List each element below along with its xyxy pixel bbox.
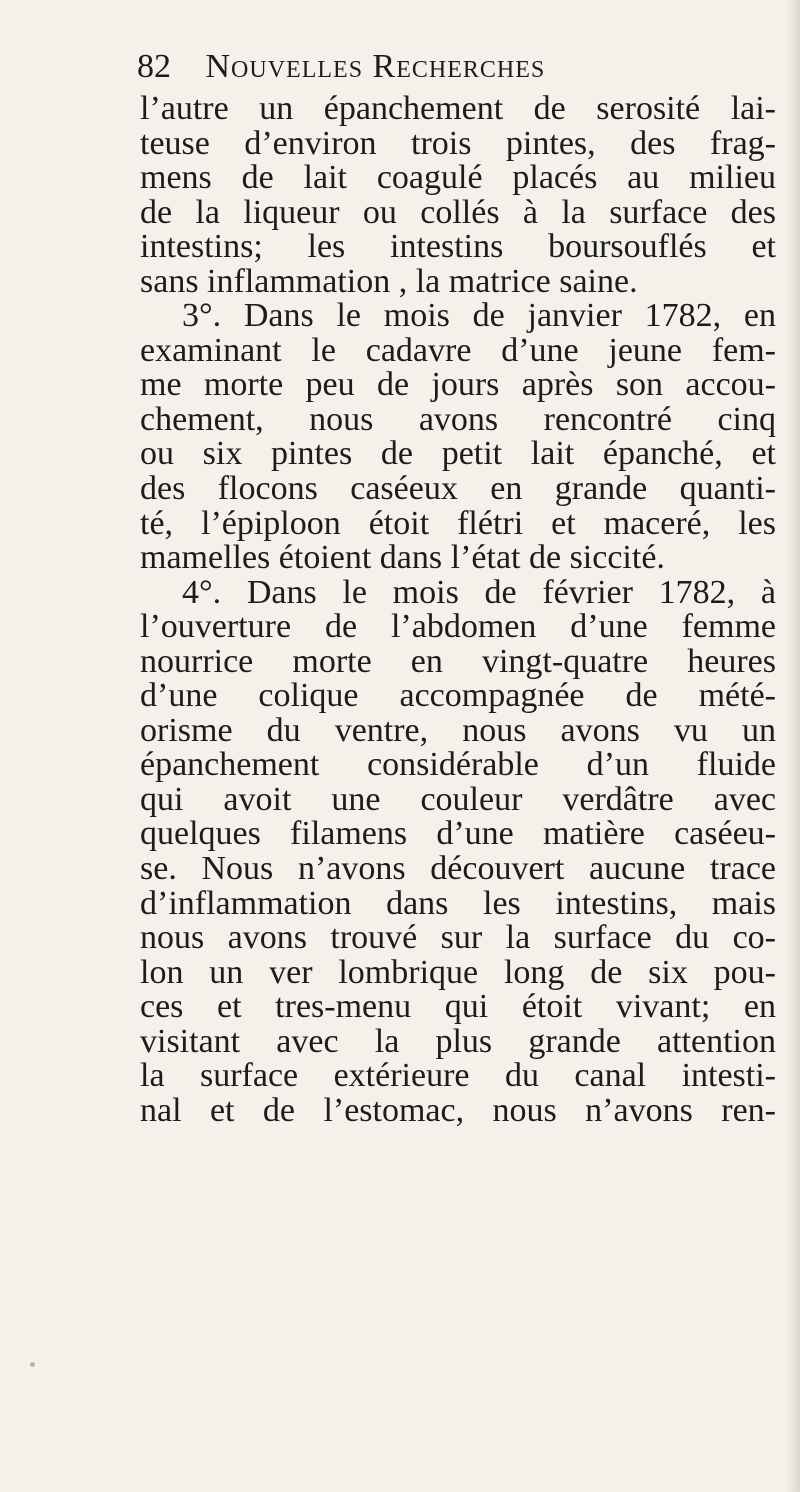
text-line: d’inflammation dans les intestins, mais	[140, 884, 776, 922]
text-line: l’autre un épanchement de serosité lai-	[140, 90, 776, 127]
page-number: 82	[137, 48, 171, 85]
text-line: épanchement considérable d’un fluide	[140, 746, 776, 784]
page-header	[137, 44, 777, 90]
text-line: qui avoit une couleur verdâtre avec	[140, 780, 776, 818]
text-line: chement, nous avons rencontré cinq	[140, 400, 776, 438]
text-line: lon un ver lombrique long de six pou-	[140, 953, 776, 991]
page-edge-shadow	[786, 0, 800, 1492]
text-line: se. Nous n’avons découvert aucune trace	[140, 850, 776, 888]
text-line: la surface extérieure du canal intesti-	[140, 1057, 776, 1095]
text-line: me morte peu de jours après son accou-	[140, 366, 776, 404]
text-line: 3°. Dans le mois de janvier 1782, en	[182, 297, 776, 335]
text-line: examinant le cadavre d’une jeune fem-	[140, 331, 776, 369]
text-line: nal et de l’estomac, nous n’avons ren-	[140, 1091, 776, 1129]
text-line: mamelles étoient dans l’état de siccité.	[140, 539, 665, 577]
text-line: mens de lait coagulé placés au milieu	[140, 159, 776, 197]
paper-speck	[30, 1362, 35, 1367]
text-line: ces et tres-menu qui étoit vivant; en	[140, 988, 776, 1026]
text-line: de la liqueur ou collés à la surface des	[140, 193, 776, 231]
text-line: des flocons caséeux en grande quanti-	[140, 470, 776, 508]
text-line: nourrice morte en vingt-quatre heures	[140, 642, 776, 680]
text-line: teuse d’environ trois pintes, des frag-	[140, 124, 776, 162]
text-line: d’une colique accompagnée de mété-	[140, 677, 776, 715]
text-line: orisme du ventre, nous avons vu un	[140, 711, 776, 749]
text-line: 4°. Dans le mois de février 1782, à	[182, 573, 776, 611]
running-title: Nouvelles Recherches	[205, 48, 546, 85]
text-line: visitant avec la plus grande attention	[140, 1022, 776, 1060]
text-line: ou six pintes de petit lait épanché, et	[140, 435, 776, 473]
text-line: quelques filamens d’une matière caséeu-	[140, 815, 776, 853]
body-text	[140, 92, 776, 1128]
text-line: intestins; les intestins boursouflés et	[140, 228, 776, 266]
text-line: l’ouverture de l’abdomen d’une femme	[140, 608, 776, 646]
text-line: nous avons trouvé sur la surface du co-	[140, 919, 776, 957]
text-line: sans inflammation , la matrice saine.	[140, 262, 638, 300]
text-line: té, l’épiploon étoit flétri et maceré, les	[140, 504, 776, 542]
